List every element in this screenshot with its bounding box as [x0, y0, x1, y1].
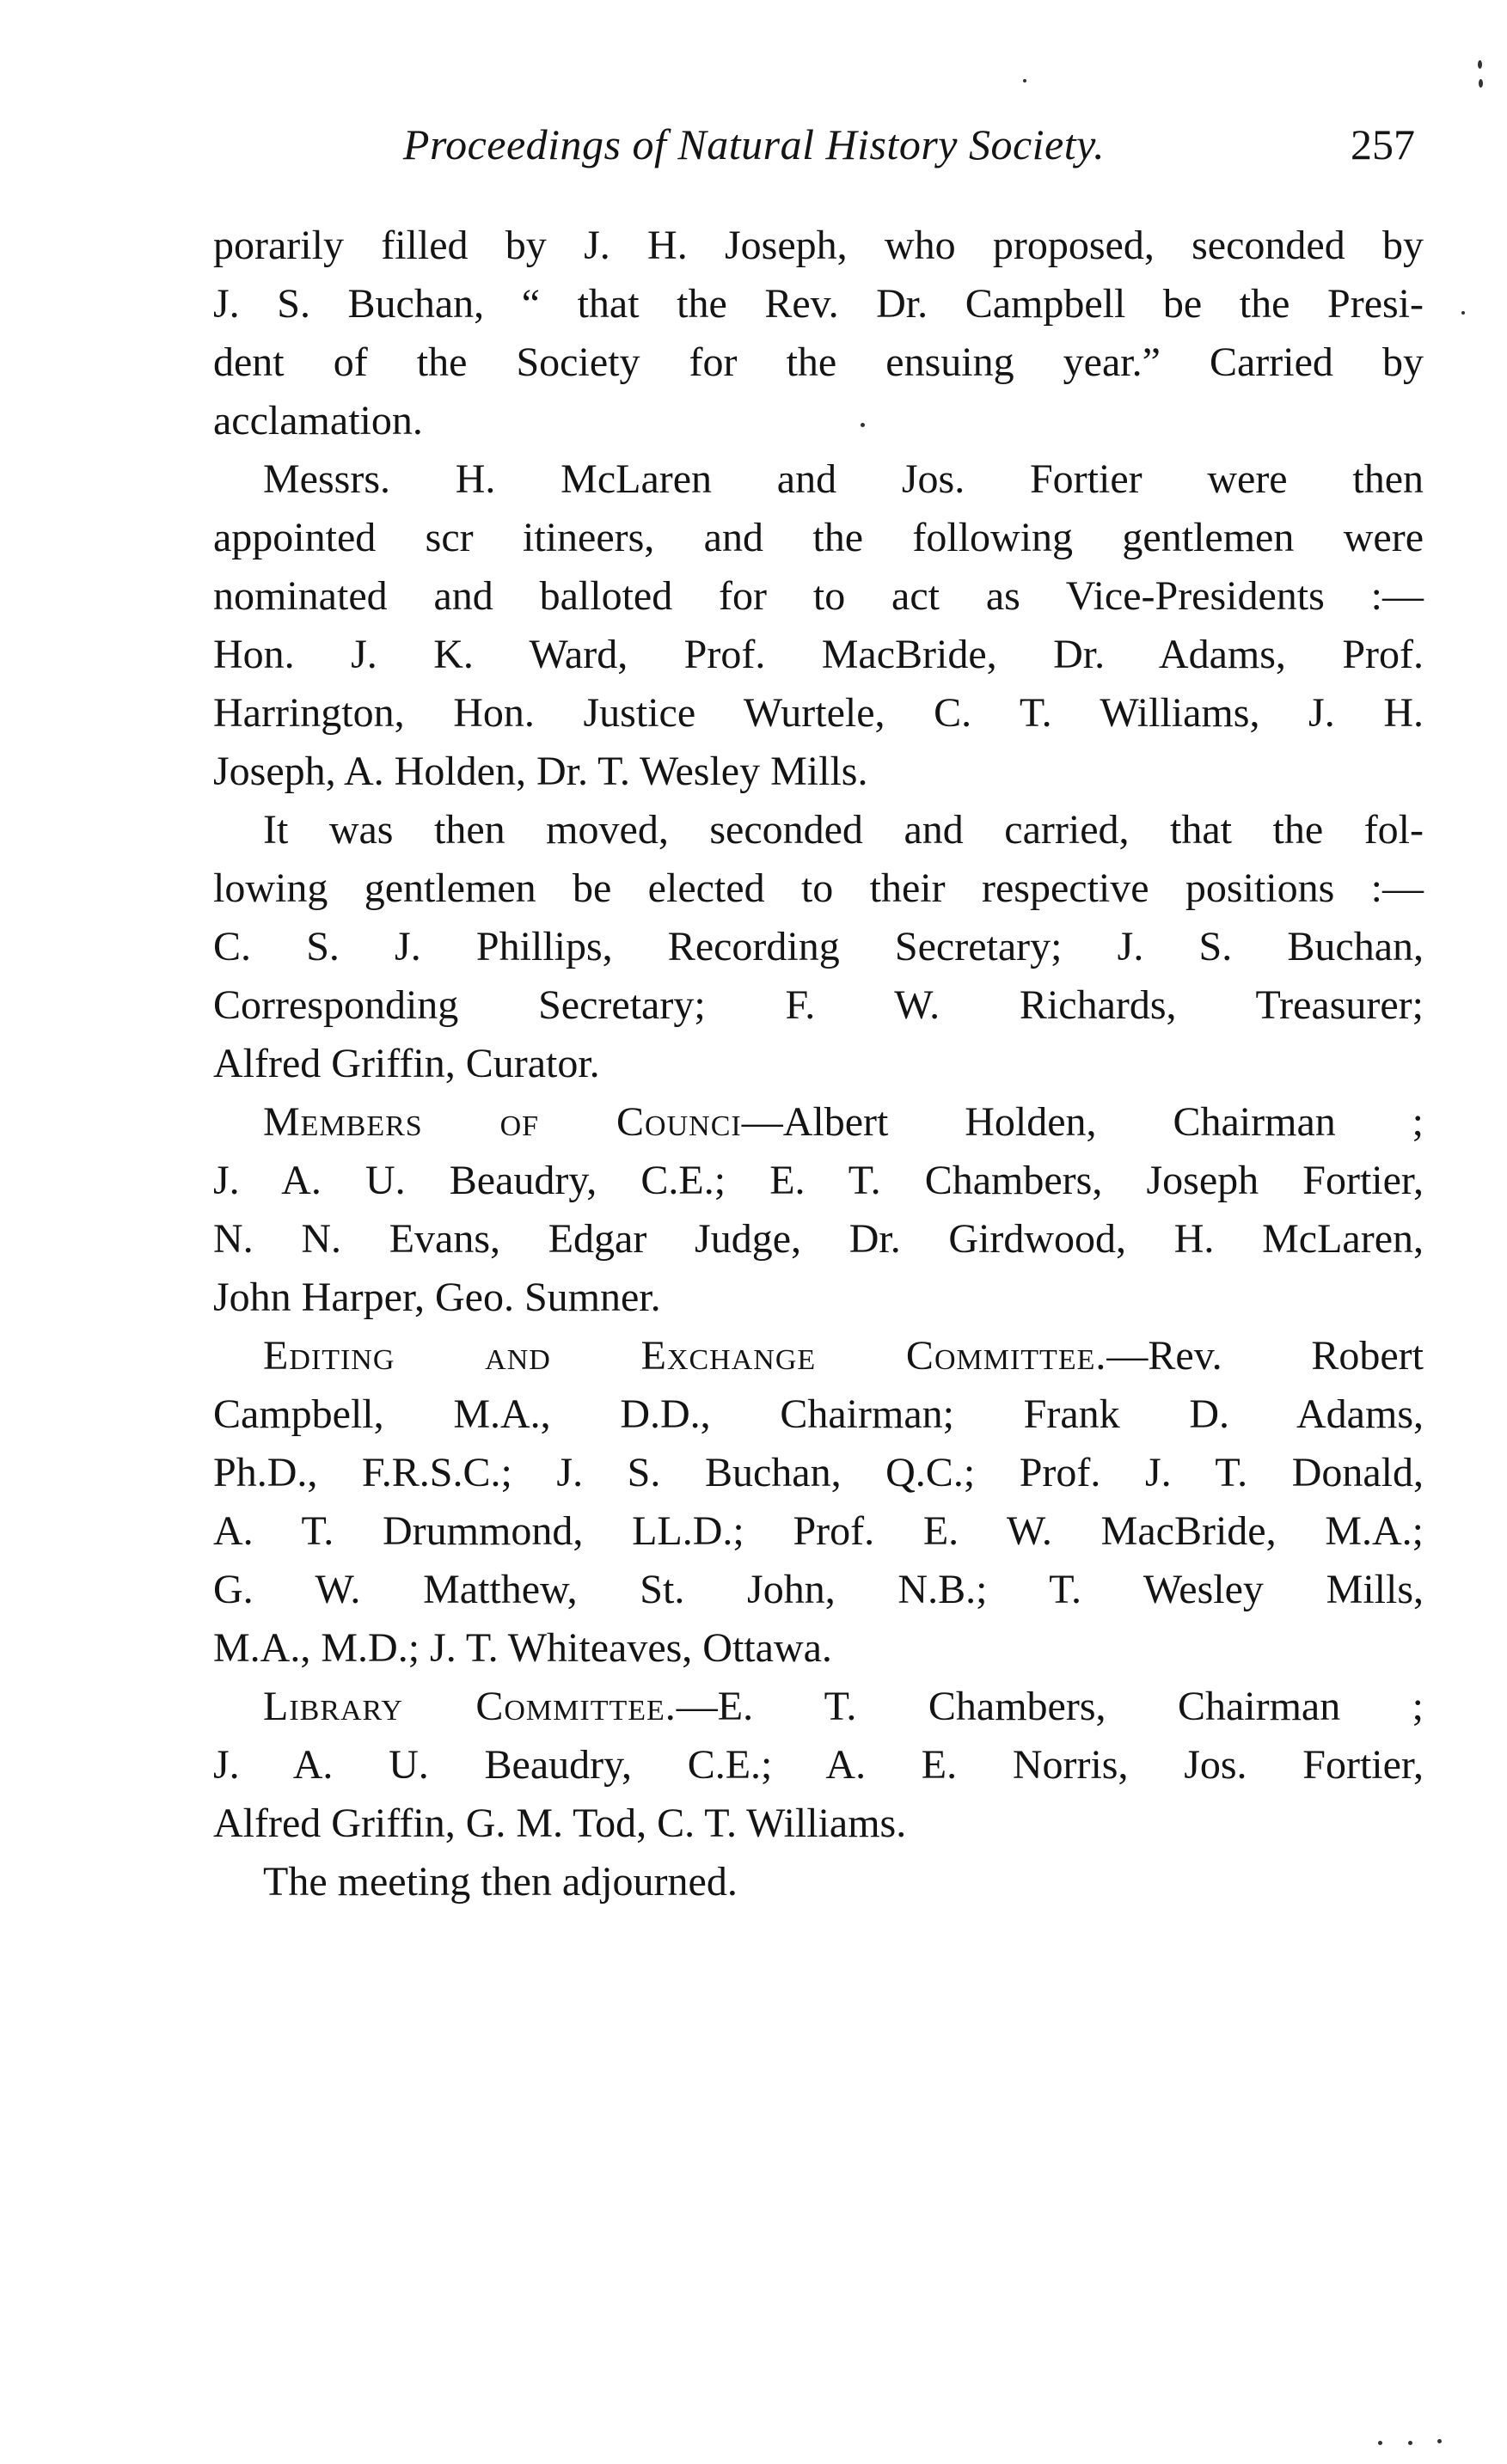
text-line: J. A. U. Beaudry, C.E.; A. E. Norris, Jos. Fortier, — [213, 1742, 1424, 1788]
scan-speck — [1378, 2441, 1382, 2445]
scan-speck — [1437, 2439, 1442, 2443]
scan-speck — [1408, 2441, 1412, 2445]
text-line — [213, 1093, 1424, 1152]
text-line: N. N. Evans, Edgar Judge, Dr. Girdwood, H. McLaren, — [213, 1216, 1424, 1262]
page-header — [213, 110, 1424, 179]
text-line: appointed scr itineers, and the following gentlemen were — [213, 515, 1424, 560]
text-line: Joseph, A. Holden, Dr. T. Wesley Mills. — [213, 749, 868, 794]
members-of-council-text: —Albert Holden, Chairman ; — [741, 1099, 1424, 1145]
text-line: Campbell, M.A., D.D., Chairman; Frank D. Adams, — [213, 1391, 1424, 1437]
text-line: A. T. Drummond, LL.D.; Prof. E. W. MacBride, M.A.; — [213, 1508, 1424, 1554]
text-line: nominated and balloted for to act as Vice-Presidents :— — [213, 573, 1424, 619]
text-line: C. S. J. Phillips, Recording Secretary; J. S. Buchan, — [213, 924, 1424, 969]
text-line — [213, 1678, 1424, 1736]
text-line: lowing gentlemen be elected to their respective positions :— — [213, 865, 1424, 911]
text-line: M.A., M.D.; J. T. Whiteaves, Ottawa. — [213, 1625, 832, 1671]
text-line: Harrington, Hon. Justice Wurtele, C. T. Williams, J. H. — [213, 690, 1424, 736]
text-line: Alfred Griffin, G. M. Tod, C. T. Williams. — [213, 1801, 907, 1846]
body-text — [213, 217, 1424, 1911]
editing-committee-text: —Rev. Robert — [1106, 1333, 1424, 1379]
scan-speck — [1478, 60, 1482, 69]
text-line: Hon. J. K. Ward, Prof. MacBride, Dr. Adams, Prof. — [213, 632, 1424, 677]
library-committee-text: —E. T. Chambers, Chairman ; — [676, 1684, 1424, 1729]
text-line: dent of the Society for the ensuing year.” Carried by — [213, 339, 1424, 385]
text-line: J. S. Buchan, “ that the Rev. Dr. Campbell be the Presi- — [213, 281, 1424, 327]
text-line: Alfred Griffin, Curator. — [213, 1041, 600, 1086]
text-line: Corresponding Secretary; F. W. Richards, Treasurer; — [213, 982, 1424, 1028]
page-number: 257 — [1351, 120, 1415, 168]
library-committee-heading: Library Committee. — [263, 1684, 677, 1729]
scan-speck — [1023, 79, 1026, 83]
text-line: acclamation. — [213, 398, 423, 443]
text-line: Messrs. H. McLaren and Jos. Fortier were then — [263, 456, 1424, 502]
running-title: Proceedings of Natural History Society. — [402, 120, 1106, 168]
text-line: Ph.D., F.R.S.C.; J. S. Buchan, Q.C.; Prof. J. T. Donald, — [213, 1450, 1424, 1495]
text-line: John Harper, Geo. Sumner. — [213, 1275, 661, 1320]
members-of-council-heading: Members of Councı — [263, 1099, 742, 1145]
text-line: J. A. U. Beaudry, C.E.; E. T. Chambers, Joseph Fortier, — [213, 1158, 1424, 1203]
text-line: The meeting then adjourned. — [263, 1859, 738, 1905]
scan-speck — [1479, 79, 1483, 88]
text-line: porarily filled by J. H. Joseph, who proposed, seconded by — [213, 223, 1424, 268]
editing-committee-heading: Editing and Exchange Committee. — [263, 1333, 1107, 1379]
text-line: It was then moved, seconded and carried, that the fol- — [263, 807, 1424, 853]
text-line: G. W. Matthew, St. John, N.B.; T. Wesley Mills, — [213, 1567, 1424, 1612]
text-line — [213, 1327, 1424, 1385]
scan-speck — [861, 423, 865, 427]
scan-speck — [1461, 311, 1465, 315]
